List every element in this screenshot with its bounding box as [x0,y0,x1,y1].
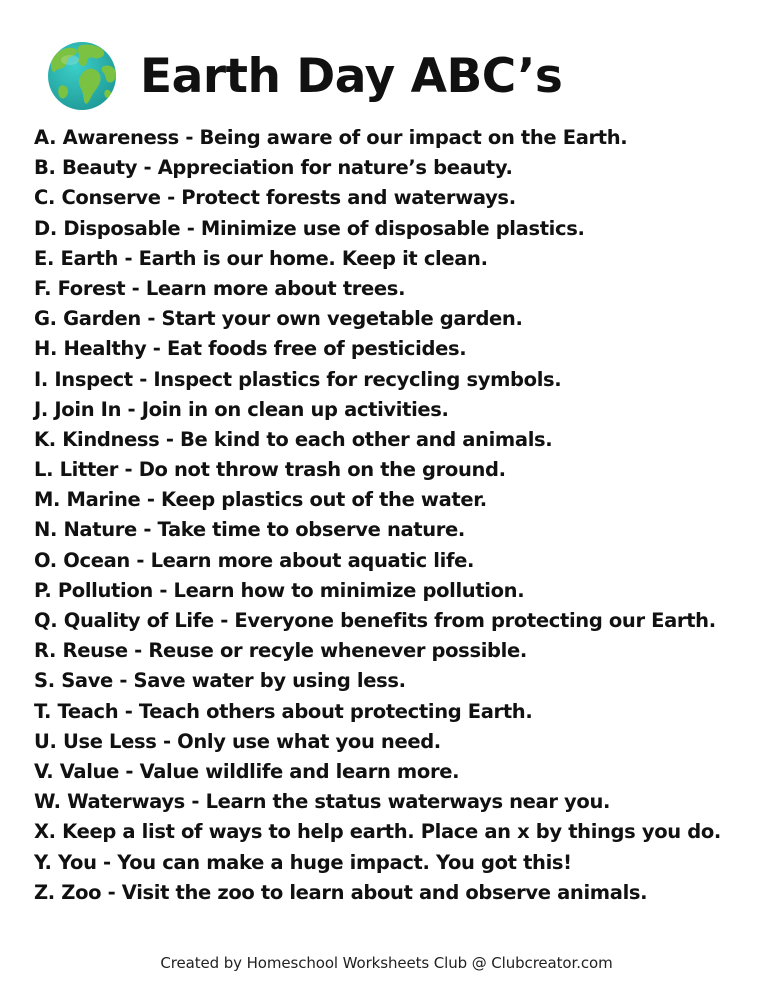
list-item: Y. You - You can make a huge impact. You got this! [34,850,572,874]
list-item: T. Teach - Teach others about protecting Earth. [34,699,533,723]
list-item: B. Beauty - Appreciation for nature’s beauty. [34,156,513,180]
list-item: P. Pollution - Learn how to minimize pollution. [34,578,525,602]
list-item: J. Join In - Join in on clean up activities. [34,397,449,421]
list-item: V. Value - Value wildlife and learn more. [34,759,460,783]
list-item: Z. Zoo - Visit the zoo to learn about and observe animals. [34,880,648,904]
list-item: R. Reuse - Reuse or recyle whenever possible. [34,639,527,663]
earth-globe-icon [46,40,118,112]
list-item: S. Save - Save water by using less. [34,669,406,693]
list-item: G. Garden - Start your own vegetable garden. [34,307,523,331]
list-item: U. Use Less - Only use what you need. [34,729,441,753]
list-item: C. Conserve - Protect forests and waterways. [34,186,516,210]
list-item: K. Kindness - Be kind to each other and animals. [34,427,553,451]
page-title: Earth Day ABC’s [140,48,563,104]
list-item: O. Ocean - Learn more about aquatic life. [34,548,475,572]
list-item: N. Nature - Take time to observe nature. [34,518,465,542]
list-item: M. Marine - Keep plastics out of the water. [34,488,487,512]
list-item: E. Earth - Earth is our home. Keep it clean. [34,246,488,270]
list-item: H. Healthy - Eat foods free of pesticides. [34,337,467,361]
list-item: I. Inspect - Inspect plastics for recycling symbols. [34,367,562,391]
list-item: Q. Quality of Life - Everyone benefits from protecting our Earth. [34,609,716,632]
list-item: L. Litter - Do not throw trash on the ground. [34,458,506,482]
list-item: F. Forest - Learn more about trees. [34,276,406,300]
abc-list [34,123,759,908]
list-item: D. Disposable - Minimize use of disposable plastics. [34,216,585,240]
list-item: X. Keep a list of ways to help earth. Place an x by things you do. [34,820,721,844]
list-item: W. Waterways - Learn the status waterways near you. [34,790,611,814]
list-item: A. Awareness - Being aware of our impact on the Earth. [34,126,628,149]
footer-credit: Created by Homeschool Worksheets Club @ Clubcreator.com [160,954,613,972]
header [46,38,562,114]
